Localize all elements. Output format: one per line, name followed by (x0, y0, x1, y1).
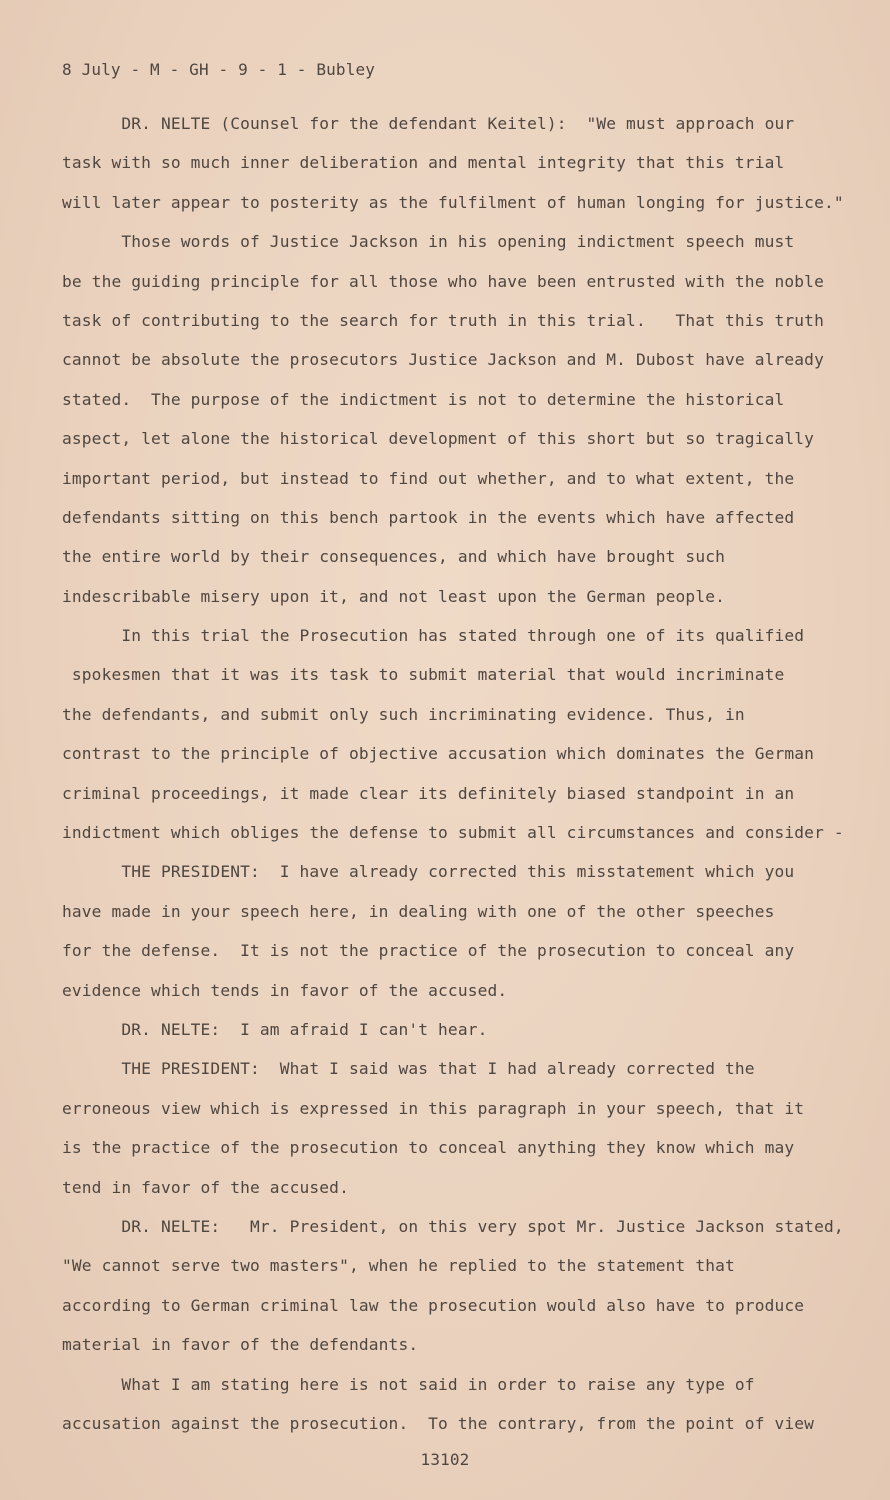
text-line: "We cannot serve two masters", when he replied to the statement that (62, 1256, 735, 1276)
text-line: is the practice of the prosecution to conceal anything they know which may (62, 1138, 795, 1158)
text-line: material in favor of the defendants. (62, 1335, 419, 1355)
text-line: defendants sitting on this bench partook in the events which have affected (62, 507, 795, 527)
text-line: DR. NELTE (Counsel for the defendant Keitel): "We must approach our (62, 114, 795, 133)
text-line: DR. NELTE: Mr. President, on this very spot Mr. Justice Jackson stated, (62, 1216, 844, 1236)
text-line: erroneous view which is expressed in this paragraph in your speech, that it (62, 1098, 805, 1118)
text-line: tend in favor of the accused. (62, 1177, 349, 1197)
text-line: be the guiding principle for all those who have been entrusted with the noble (62, 271, 824, 291)
text-line: THE PRESIDENT: I have already corrected this misstatement which you (62, 862, 795, 882)
text-line: What I am stating here is not said in order to raise any type of (62, 1374, 755, 1394)
text-line: according to German criminal law the prosecution would also have to produce (62, 1295, 805, 1315)
text-line: cannot be absolute the prosecutors Justice Jackson and M. Dubost have already (62, 350, 824, 370)
text-line: have made in your speech here, in dealing with one of the other speeches (62, 901, 775, 921)
text-line: the defendants, and submit only such incriminating evidence. Thus, in (62, 704, 745, 724)
text-line: contrast to the principle of objective accusation which dominates the German (62, 744, 815, 764)
page-number: 13102 (420, 1450, 470, 1469)
text-line: aspect, let alone the historical development of this short but so tragically (62, 429, 815, 449)
text-line: In this trial the Prosecution has stated through one of its qualified (62, 626, 805, 646)
text-line: task with so much inner deliberation and mental integrity that this trial (62, 153, 785, 173)
text-line: DR. NELTE: I am afraid I can't hear. (62, 1019, 488, 1039)
text-line: evidence which tends in favor of the accused. (62, 980, 508, 1000)
text-line: accusation against the prosecution. To the contrary, from the point of view (62, 1413, 815, 1433)
text-line: task of contributing to the search for truth in this trial. That this truth (62, 310, 824, 330)
text-line: for the defense. It is not the practice of the prosecution to conceal any (62, 941, 795, 961)
document-body (62, 113, 852, 1452)
text-line: indictment which obliges the defense to submit all circumstances and consider - (62, 823, 844, 843)
text-line: stated. The purpose of the indictment is not to determine the historical (62, 389, 785, 409)
text-line: THE PRESIDENT: What I said was that I had already corrected the (62, 1059, 755, 1079)
text-line: the entire world by their consequences, and which have brought such (62, 547, 726, 567)
text-line: criminal proceedings, it made clear its definitely biased standpoint in an (62, 783, 795, 803)
text-line: Those words of Justice Jackson in his opening indictment speech must (62, 232, 795, 252)
text-line: spokesmen that it was its task to submit material that would incriminate (62, 665, 785, 685)
text-line: indescribable misery upon it, and not least upon the German people. (62, 586, 726, 606)
text-line: will later appear to posterity as the fulfilment of human longing for justice." (62, 192, 844, 212)
text-line: important period, but instead to find out whether, and to what extent, the (62, 468, 795, 488)
document-header: 8 July - M - GH - 9 - 1 - Bubley (62, 60, 376, 79)
